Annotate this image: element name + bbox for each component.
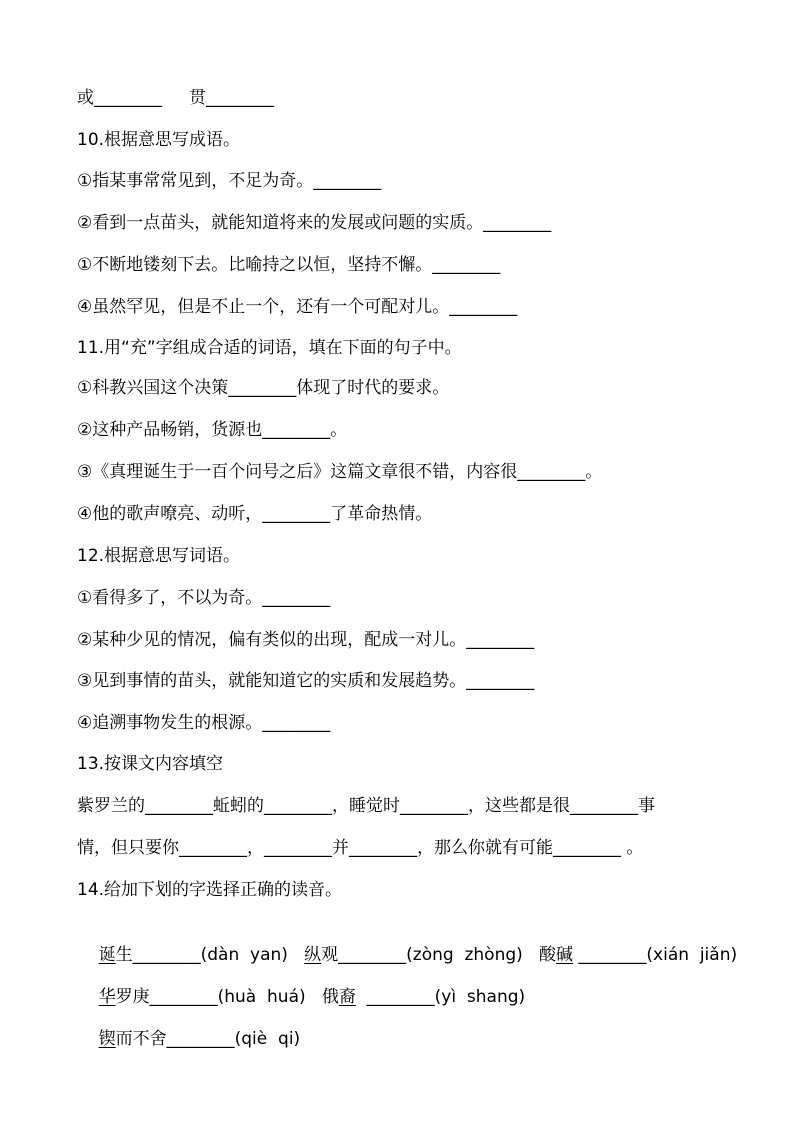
word-rest: 俄 xyxy=(321,987,339,1007)
text-line: ④他的歌声嘹亮、动听，________了革命热情。 xyxy=(77,504,433,524)
question-heading: 14.给加下划的字选择正确的读音。 xyxy=(77,880,343,900)
word-rest: 酸 xyxy=(539,945,557,965)
answer-blank: ________ xyxy=(132,945,201,965)
word-rest: 罗庚 xyxy=(115,987,150,1007)
question-heading: 10.根据意思写成语。 xyxy=(77,130,241,150)
underlined-char: 碱 xyxy=(556,945,574,965)
pinyin-item xyxy=(322,987,525,1007)
pinyin-options: (yì shang) xyxy=(434,987,526,1007)
pinyin-row xyxy=(77,1003,301,1049)
text-line: ①指某事常常见到，不足为奇。________ xyxy=(77,171,382,191)
text-line: ②看到一点苗头，就能知道将来的发展或问题的实质。________ xyxy=(77,213,552,233)
pinyin-row xyxy=(77,919,738,965)
question-heading: 11.用“充”字组成合适的词语，填在下面的句子中。 xyxy=(77,338,462,358)
text-line: ①不断地镂刻下去。比喻持之以恒，坚持不懈。________ xyxy=(77,255,501,275)
word-rest: 生 xyxy=(115,945,133,965)
answer-blank: ________ xyxy=(166,1029,235,1049)
text-line: ②某种少见的情况，偏有类似的出现，配成一对儿。________ xyxy=(77,630,535,650)
question-heading: 13.按课文内容填空 xyxy=(77,754,224,774)
word-rest: 而不舍 xyxy=(115,1029,167,1049)
pinyin-item xyxy=(99,1029,301,1049)
pinyin-options: (qiè qi) xyxy=(234,1029,301,1049)
text-line: ④追溯事物发生的根源。________ xyxy=(77,713,331,733)
underlined-char: 锲 xyxy=(98,1029,116,1049)
answer-blank: ________ xyxy=(355,987,435,1007)
text-line: 紫罗兰的________蚯蚓的________，睡觉时________，这些都是很________事 xyxy=(77,796,655,816)
text-line: ③见到事情的苗头，就能知道它的实质和发展趋势。________ xyxy=(77,671,535,691)
pinyin-options: (dàn yan) xyxy=(200,945,288,965)
text-line: 或________ 贯________ xyxy=(77,88,275,108)
text-line: 情，但只要你________，________并________，那么你就有可能________ 。 xyxy=(77,838,644,858)
answer-blank: ________ xyxy=(338,945,407,965)
question-heading: 12.根据意思写词语。 xyxy=(77,546,241,566)
pinyin-options: (xián jiǎn) xyxy=(646,945,738,965)
underlined-char: 华 xyxy=(98,987,116,1007)
underlined-char: 诞 xyxy=(98,945,116,965)
underlined-char: 纵 xyxy=(304,945,322,965)
underlined-char: 裔 xyxy=(338,987,356,1007)
answer-blank: ________ xyxy=(149,987,218,1007)
text-line: ①看得多了，不以为奇。________ xyxy=(77,588,331,608)
text-line: ③《真理诞生于一百个问号之后》这篇文章很不错，内容很________。 xyxy=(77,462,603,482)
pinyin-options: (zòng zhòng) xyxy=(406,945,523,965)
answer-blank: ________ xyxy=(573,945,647,965)
word-rest: 观 xyxy=(321,945,339,965)
pinyin-item xyxy=(539,945,737,965)
text-line: ④虽然罕见，但是不止一个，还有一个可配对儿。________ xyxy=(77,297,518,317)
pinyin-options: (huà huá) xyxy=(217,987,306,1007)
text-line: ②这种产品畅销，货源也________。 xyxy=(77,420,348,440)
pinyin-row xyxy=(77,961,526,1007)
text-line: ①科教兴国这个决策________体现了时代的要求。 xyxy=(77,378,450,398)
